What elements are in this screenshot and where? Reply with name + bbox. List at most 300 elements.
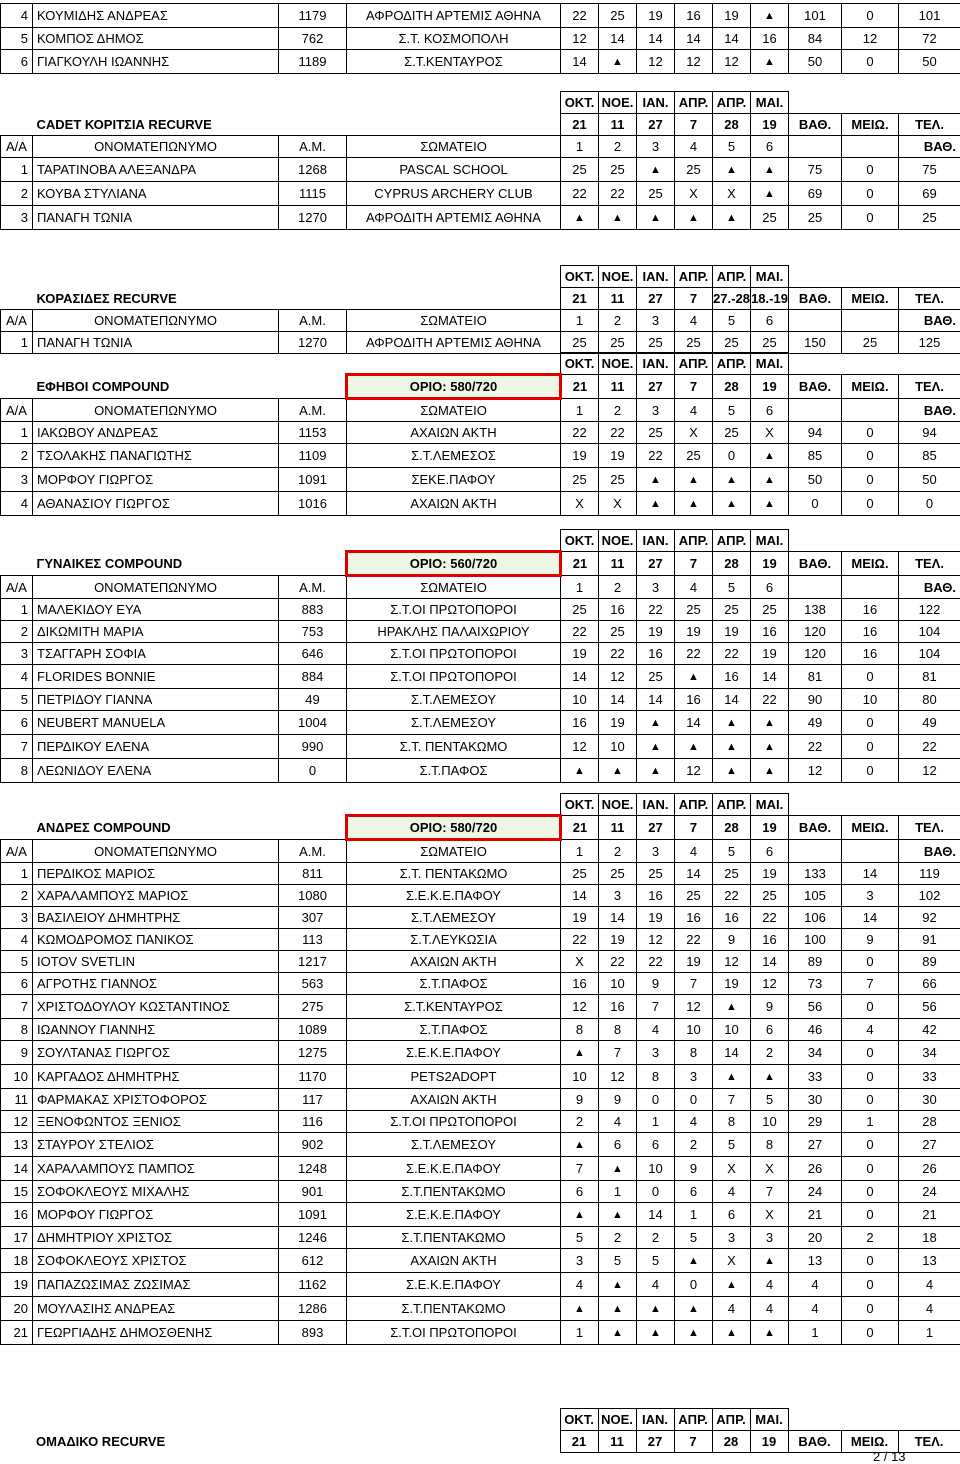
round-score-cell: 4 bbox=[675, 1111, 713, 1133]
round-score-cell: ▲ bbox=[637, 735, 675, 759]
member-id-cell: 753 bbox=[279, 621, 347, 643]
round-score-cell: 9 bbox=[751, 995, 789, 1019]
reduction-cell: 0 bbox=[842, 711, 899, 735]
member-id-cell: 113 bbox=[279, 929, 347, 951]
score-header: ΒΑΘ. bbox=[789, 552, 842, 576]
event-day: 11 bbox=[599, 288, 637, 310]
round-score-cell: ▲ bbox=[713, 1321, 751, 1345]
round-header: 6 bbox=[751, 310, 789, 332]
rank-cell: 7 bbox=[1, 735, 33, 759]
member-id-cell: 811 bbox=[279, 863, 347, 885]
score-cell: 69 bbox=[789, 182, 842, 206]
round-score-cell: 8 bbox=[675, 1041, 713, 1065]
round-score-cell: 16 bbox=[675, 907, 713, 929]
club-cell: ΑΦΡΟΔΙΤΗ ΑΡΤΕΜΙΣ ΑΘΗΝΑ bbox=[347, 206, 561, 230]
month-label: ΟΚΤ. bbox=[561, 266, 599, 288]
round-score-cell: 25 bbox=[637, 182, 675, 206]
round-score-cell: 14 bbox=[751, 665, 789, 689]
member-id-cell: 1091 bbox=[279, 1203, 347, 1227]
club-cell: Σ.Τ. ΠΕΝΤΑΚΩΜΟ bbox=[347, 863, 561, 885]
member-id-cell: 1153 bbox=[279, 422, 347, 444]
round-header: 2 bbox=[599, 840, 637, 863]
round-score-cell: 22 bbox=[637, 444, 675, 468]
round-score-cell: Χ bbox=[751, 1203, 789, 1227]
club-cell: CYPRUS ARCHERY CLUB bbox=[347, 182, 561, 206]
total-cell: 28 bbox=[899, 1111, 960, 1133]
spacer bbox=[789, 794, 960, 816]
round-score-cell: ▲ bbox=[751, 711, 789, 735]
round-score-cell: 22 bbox=[561, 621, 599, 643]
club-cell: Σ.Τ.ΛΕΜΕΣΟΥ bbox=[347, 1133, 561, 1157]
round-score-cell: 16 bbox=[561, 711, 599, 735]
club-cell: PASCAL SCHOOL bbox=[347, 158, 561, 182]
event-day: 7 bbox=[675, 114, 713, 136]
reduction-cell: 0 bbox=[842, 1089, 899, 1111]
event-day: 28 bbox=[713, 375, 751, 399]
column-header-row bbox=[1, 840, 960, 863]
total-cell: 104 bbox=[899, 643, 960, 665]
score-header: ΒΑΘ. bbox=[899, 310, 960, 332]
rank-cell: 3 bbox=[1, 907, 33, 929]
member-id-cell: 1217 bbox=[279, 951, 347, 973]
month-label: ΜΑΙ. bbox=[750, 1409, 788, 1431]
event-day: 27 bbox=[637, 375, 675, 399]
table-row bbox=[1, 182, 960, 206]
round-score-cell: 16 bbox=[751, 929, 789, 951]
athlete-name-cell: ΤΑΡΑΤΙΝΟΒΑ ΑΛΕΞΑΝΔΡΑ bbox=[33, 158, 279, 182]
total-cell: 26 bbox=[899, 1157, 960, 1181]
month-header-row bbox=[1, 794, 960, 816]
total-cell: 75 bbox=[899, 158, 960, 182]
event-day: 21 bbox=[561, 288, 599, 310]
member-id-cell: 1115 bbox=[279, 182, 347, 206]
score-header: ΒΑΘ. bbox=[789, 288, 842, 310]
round-score-cell: 10 bbox=[599, 973, 637, 995]
blank-header bbox=[789, 310, 842, 332]
round-score-cell: 6 bbox=[751, 1019, 789, 1041]
round-header: 1 bbox=[561, 576, 599, 599]
round-score-cell: ▲ bbox=[713, 468, 751, 492]
score-cell: 24 bbox=[789, 1181, 842, 1203]
round-score-cell: 12 bbox=[561, 735, 599, 759]
rank-cell: 4 bbox=[1, 665, 33, 689]
spacer bbox=[789, 530, 960, 552]
score-header: ΒΑΘ. bbox=[789, 816, 842, 840]
blank-header bbox=[789, 399, 842, 422]
round-score-cell: 12 bbox=[599, 665, 637, 689]
athlete-name-cell: ΛΕΩΝΙΔΟΥ ΕΛΕΝΑ bbox=[33, 759, 279, 783]
round-score-cell: ▲ bbox=[713, 158, 751, 182]
rank-cell: 6 bbox=[1, 711, 33, 735]
score-cell: 29 bbox=[789, 1111, 842, 1133]
round-score-cell: Χ bbox=[599, 492, 637, 516]
total-header: ΤΕΛ. bbox=[899, 288, 960, 310]
month-label: ΝΟΕ. bbox=[599, 92, 637, 114]
round-header: 3 bbox=[637, 399, 675, 422]
member-id-header: Α.Μ. bbox=[279, 310, 347, 332]
total-cell: 1 bbox=[899, 1321, 960, 1345]
rank-cell: 16 bbox=[1, 1203, 33, 1227]
reduction-header: ΜΕΙΩ. bbox=[841, 1431, 898, 1453]
reduction-header: ΜΕΙΩ. bbox=[842, 114, 899, 136]
club-cell: Σ.Τ.ΛΕΜΕΣΟΥ bbox=[347, 907, 561, 929]
round-score-cell: ▲ bbox=[637, 759, 675, 783]
round-score-cell: 19 bbox=[751, 643, 789, 665]
round-score-cell: 25 bbox=[751, 885, 789, 907]
round-score-cell: 14 bbox=[637, 28, 675, 50]
score-cell: 120 bbox=[789, 643, 842, 665]
round-score-cell: 19 bbox=[713, 4, 751, 28]
member-id-cell: 893 bbox=[279, 1321, 347, 1345]
category-title-row bbox=[1, 114, 960, 136]
round-score-cell: 25 bbox=[675, 885, 713, 907]
event-day: 27 bbox=[637, 288, 675, 310]
round-score-cell: 22 bbox=[751, 689, 789, 711]
round-score-cell: ▲ bbox=[713, 995, 751, 1019]
total-cell: 21 bbox=[899, 1203, 960, 1227]
round-score-cell: 16 bbox=[599, 995, 637, 1019]
club-cell: Σ.Τ.ΠΕΝΤΑΚΩΜΟ bbox=[347, 1297, 561, 1321]
round-score-cell: 22 bbox=[599, 422, 637, 444]
athlete-name-cell: FLORIDES BONNIE bbox=[33, 665, 279, 689]
total-cell: 50 bbox=[899, 50, 960, 74]
rank-cell: 11 bbox=[1, 1089, 33, 1111]
spacer bbox=[1, 353, 561, 375]
score-cell: 73 bbox=[789, 973, 842, 995]
athlete-name-cell: ΠΕΡΔΙΚΟΥ ΕΛΕΝΑ bbox=[33, 735, 279, 759]
month-label: ΙΑΝ. bbox=[636, 1409, 674, 1431]
round-score-cell: 12 bbox=[561, 28, 599, 50]
table-row bbox=[1, 28, 960, 50]
member-id-cell: 1286 bbox=[279, 1297, 347, 1321]
table-row bbox=[1, 1181, 960, 1203]
blank-header bbox=[842, 576, 899, 599]
athlete-name-cell: ΧΡΙΣΤΟΔΟΥΛΟΥ ΚΩΣΤΑΝΤΙΝΟΣ bbox=[33, 995, 279, 1019]
round-score-cell: 2 bbox=[637, 1227, 675, 1249]
score-cell: 26 bbox=[789, 1157, 842, 1181]
round-header: 4 bbox=[675, 840, 713, 863]
month-label: ΑΠΡ. bbox=[674, 1409, 712, 1431]
round-score-cell: 2 bbox=[675, 1133, 713, 1157]
round-score-cell: 19 bbox=[599, 711, 637, 735]
table-row bbox=[1, 929, 960, 951]
round-score-cell: 8 bbox=[561, 1019, 599, 1041]
round-header: 1 bbox=[561, 310, 599, 332]
round-score-cell: ▲ bbox=[675, 468, 713, 492]
round-score-cell: 25 bbox=[713, 863, 751, 885]
round-score-cell: ▲ bbox=[637, 158, 675, 182]
table-row bbox=[1, 158, 960, 182]
round-score-cell: 5 bbox=[713, 1133, 751, 1157]
round-score-cell: 10 bbox=[713, 1019, 751, 1041]
blank-header bbox=[789, 840, 842, 863]
round-score-cell: 4 bbox=[599, 1111, 637, 1133]
round-score-cell: 4 bbox=[713, 1181, 751, 1203]
round-header: 1 bbox=[561, 840, 599, 863]
spacer bbox=[789, 92, 960, 114]
aa-header: Α/Α bbox=[1, 136, 33, 158]
round-score-cell: Χ bbox=[751, 422, 789, 444]
event-day: 18.-19 bbox=[751, 288, 789, 310]
reduction-cell: 0 bbox=[842, 1181, 899, 1203]
round-score-cell: ▲ bbox=[637, 1321, 675, 1345]
rank-cell: 9 bbox=[1, 1041, 33, 1065]
event-day: 11 bbox=[599, 816, 637, 840]
round-score-cell: 3 bbox=[675, 1065, 713, 1089]
round-score-cell: 5 bbox=[637, 1249, 675, 1273]
round-header: 3 bbox=[637, 310, 675, 332]
athlete-name-cell: ΜΟΡΦΟΥ ΓΙΩΡΓΟΣ bbox=[33, 468, 279, 492]
member-id-cell: 1170 bbox=[279, 1065, 347, 1089]
athlete-name-cell: ΠΑΝΑΓΗ ΤΩΝΙΑ bbox=[33, 206, 279, 230]
total-header: ΤΕΛ. bbox=[899, 552, 960, 576]
score-cell: 105 bbox=[789, 885, 842, 907]
athlete-name-cell: ΣΟΦΟΚΛΕΟΥΣ ΧΡΙΣΤΟΣ bbox=[33, 1249, 279, 1273]
score-cell: 49 bbox=[789, 711, 842, 735]
event-day: 19 bbox=[751, 114, 789, 136]
round-score-cell: 25 bbox=[599, 332, 637, 354]
round-score-cell: 25 bbox=[713, 422, 751, 444]
total-cell: 27 bbox=[899, 1133, 960, 1157]
reduction-cell: 0 bbox=[842, 158, 899, 182]
round-score-cell: 10 bbox=[751, 1111, 789, 1133]
table-row bbox=[1, 468, 960, 492]
round-score-cell: ▲ bbox=[561, 759, 599, 783]
table-row bbox=[1, 332, 960, 354]
total-header: ΤΕΛ. bbox=[898, 1431, 960, 1453]
score-cell: 100 bbox=[789, 929, 842, 951]
round-score-cell: 19 bbox=[637, 4, 675, 28]
round-score-cell: 2 bbox=[561, 1111, 599, 1133]
club-header: ΣΩΜΑΤΕΙΟ bbox=[347, 576, 561, 599]
event-day: 28 bbox=[713, 114, 751, 136]
athlete-name-cell: ΔΗΜΗΤΡΙΟΥ ΧΡΙΣΤΟΣ bbox=[33, 1227, 279, 1249]
score-cell: 33 bbox=[789, 1065, 842, 1089]
reduction-cell: 0 bbox=[842, 951, 899, 973]
event-day: 28 bbox=[712, 1431, 750, 1453]
round-score-cell: ▲ bbox=[675, 735, 713, 759]
total-cell: 25 bbox=[899, 206, 960, 230]
event-day: 11 bbox=[599, 114, 637, 136]
round-score-cell: 16 bbox=[561, 973, 599, 995]
athlete-name-cell: ΔΙΚΩΜΙΤΗ ΜΑΡΙΑ bbox=[33, 621, 279, 643]
rank-cell: 10 bbox=[1, 1065, 33, 1089]
round-header: 3 bbox=[637, 840, 675, 863]
table-row bbox=[1, 735, 960, 759]
athlete-name-cell: ΠΑΠΑΖΩΣΙΜΑΣ ΖΩΣΙΜΑΣ bbox=[33, 1273, 279, 1297]
round-score-cell: 19 bbox=[675, 621, 713, 643]
round-score-cell: 9 bbox=[561, 1089, 599, 1111]
score-limit-box: ΟΡΙΟ: 580/720 bbox=[347, 816, 561, 840]
round-score-cell: 25 bbox=[675, 332, 713, 354]
round-score-cell: 25 bbox=[713, 599, 751, 621]
round-score-cell: ▲ bbox=[599, 206, 637, 230]
round-header: 2 bbox=[599, 576, 637, 599]
member-id-cell: 275 bbox=[279, 995, 347, 1019]
rank-cell: 17 bbox=[1, 1227, 33, 1249]
rank-cell: 19 bbox=[1, 1273, 33, 1297]
reduction-cell: 0 bbox=[842, 1249, 899, 1273]
round-score-cell: ▲ bbox=[599, 1203, 637, 1227]
member-id-cell: 116 bbox=[279, 1111, 347, 1133]
reduction-cell: 0 bbox=[842, 492, 899, 516]
round-score-cell: 10 bbox=[675, 1019, 713, 1041]
score-cell: 34 bbox=[789, 1041, 842, 1065]
round-score-cell: ▲ bbox=[751, 735, 789, 759]
round-score-cell: Χ bbox=[561, 492, 599, 516]
round-score-cell: ▲ bbox=[561, 1041, 599, 1065]
round-header: 3 bbox=[637, 576, 675, 599]
total-cell: 50 bbox=[899, 468, 960, 492]
round-score-cell: 16 bbox=[675, 689, 713, 711]
name-header: ΟΝΟΜΑΤΕΠΩΝΥΜΟ bbox=[33, 576, 279, 599]
round-score-cell: 19 bbox=[751, 863, 789, 885]
member-id-cell: 901 bbox=[279, 1181, 347, 1203]
total-cell: 94 bbox=[899, 422, 960, 444]
rank-cell: 1 bbox=[1, 863, 33, 885]
rank-cell: 6 bbox=[1, 973, 33, 995]
member-id-cell: 1270 bbox=[279, 332, 347, 354]
round-score-cell: 12 bbox=[713, 951, 751, 973]
spacer bbox=[347, 114, 561, 136]
score-cell: 85 bbox=[789, 444, 842, 468]
round-score-cell: 4 bbox=[751, 1297, 789, 1321]
score-header: ΒΑΘ. bbox=[789, 375, 842, 399]
event-day: 28 bbox=[713, 816, 751, 840]
total-header: ΤΕΛ. bbox=[899, 114, 960, 136]
rank-cell: 13 bbox=[1, 1133, 33, 1157]
table-row bbox=[1, 1203, 960, 1227]
round-score-cell: 7 bbox=[599, 1041, 637, 1065]
round-score-cell: 19 bbox=[637, 621, 675, 643]
score-cell: 138 bbox=[789, 599, 842, 621]
score-limit-box: ΟΡΙΟ: 560/720 bbox=[347, 552, 561, 576]
round-score-cell: ▲ bbox=[637, 711, 675, 735]
round-score-cell: ▲ bbox=[599, 1297, 637, 1321]
event-day: 11 bbox=[599, 552, 637, 576]
score-cell: 50 bbox=[789, 50, 842, 74]
member-id-cell: 884 bbox=[279, 665, 347, 689]
blank-header bbox=[842, 136, 899, 158]
round-score-cell: 22 bbox=[561, 422, 599, 444]
round-score-cell: 12 bbox=[637, 929, 675, 951]
total-cell: 125 bbox=[899, 332, 960, 354]
round-score-cell: 16 bbox=[751, 28, 789, 50]
round-score-cell: 22 bbox=[599, 951, 637, 973]
athlete-name-cell: IOTOV SVETLIN bbox=[33, 951, 279, 973]
event-day: 27 bbox=[637, 816, 675, 840]
rank-cell: 12 bbox=[1, 1111, 33, 1133]
blank-header bbox=[842, 310, 899, 332]
rank-cell: 8 bbox=[1, 1019, 33, 1041]
round-score-cell: 14 bbox=[599, 689, 637, 711]
member-id-cell: 1275 bbox=[279, 1041, 347, 1065]
athlete-name-cell: ΚΟΥΜΙΔΗΣ ΑΝΔΡΕΑΣ bbox=[33, 4, 279, 28]
score-cell: 13 bbox=[789, 1249, 842, 1273]
rank-cell: 21 bbox=[1, 1321, 33, 1345]
table-row bbox=[1, 1249, 960, 1273]
reduction-cell: 10 bbox=[842, 689, 899, 711]
month-label: ΜΑΙ. bbox=[751, 794, 789, 816]
table-row bbox=[1, 689, 960, 711]
total-cell: 4 bbox=[899, 1273, 960, 1297]
athlete-name-cell: ΒΑΣΙΛΕΙΟΥ ΔΗΜΗΤΡΗΣ bbox=[33, 907, 279, 929]
round-header: 4 bbox=[675, 399, 713, 422]
round-score-cell: 25 bbox=[637, 863, 675, 885]
club-header: ΣΩΜΑΤΕΙΟ bbox=[347, 136, 561, 158]
round-score-cell: ▲ bbox=[675, 492, 713, 516]
blank-header bbox=[842, 840, 899, 863]
table-row bbox=[1, 599, 960, 621]
round-score-cell: 25 bbox=[675, 599, 713, 621]
score-cell: 89 bbox=[789, 951, 842, 973]
month-label: ΜΑΙ. bbox=[751, 266, 789, 288]
reduction-cell: 0 bbox=[842, 444, 899, 468]
round-score-cell: ▲ bbox=[599, 50, 637, 74]
athlete-name-cell: ΚΩΜΟΔΡΟΜΟΣ ΠΑΝΙΚΟΣ bbox=[33, 929, 279, 951]
round-score-cell: 19 bbox=[599, 929, 637, 951]
round-score-cell: 22 bbox=[599, 643, 637, 665]
score-cell: 1 bbox=[789, 1321, 842, 1345]
month-label: ΑΠΡ. bbox=[675, 353, 713, 375]
rank-cell: 5 bbox=[1, 951, 33, 973]
round-score-cell: 8 bbox=[751, 1133, 789, 1157]
round-score-cell: 14 bbox=[599, 907, 637, 929]
round-score-cell: 14 bbox=[561, 50, 599, 74]
table-row bbox=[1, 1321, 960, 1345]
club-cell: ΑΦΡΟΔΙΤΗ ΑΡΤΕΜΙΣ ΑΘΗΝΑ bbox=[347, 332, 561, 354]
reduction-cell: 0 bbox=[842, 1041, 899, 1065]
round-score-cell: 22 bbox=[675, 643, 713, 665]
score-cell: 75 bbox=[789, 158, 842, 182]
round-score-cell: 25 bbox=[561, 863, 599, 885]
round-score-cell: 1 bbox=[561, 1321, 599, 1345]
category-results-table bbox=[0, 793, 960, 1345]
month-label: ΟΚΤ. bbox=[561, 530, 599, 552]
table-row bbox=[1, 1041, 960, 1065]
rank-cell: 2 bbox=[1, 621, 33, 643]
athlete-name-cell: ΚΟΜΠΟΣ ΔΗΜΟΣ bbox=[33, 28, 279, 50]
month-label: ΙΑΝ. bbox=[637, 92, 675, 114]
month-label: ΑΠΡ. bbox=[675, 794, 713, 816]
club-cell: Σ.Ε.Κ.Ε.ΠΑΦΟΥ bbox=[347, 1157, 561, 1181]
event-day: 27 bbox=[636, 1431, 674, 1453]
total-cell: 80 bbox=[899, 689, 960, 711]
round-score-cell: ▲ bbox=[751, 492, 789, 516]
round-header: 5 bbox=[713, 840, 751, 863]
table-row bbox=[1, 206, 960, 230]
event-day: 7 bbox=[675, 816, 713, 840]
round-score-cell: 22 bbox=[637, 951, 675, 973]
table-row bbox=[1, 907, 960, 929]
month-label: ΑΠΡ. bbox=[713, 353, 751, 375]
rank-cell: 4 bbox=[1, 492, 33, 516]
round-score-cell: ▲ bbox=[675, 1321, 713, 1345]
column-header-row bbox=[1, 136, 960, 158]
event-day: 27 bbox=[637, 552, 675, 576]
table-row bbox=[1, 995, 960, 1019]
round-score-cell: ▲ bbox=[751, 50, 789, 74]
month-header-row bbox=[1, 353, 960, 375]
round-score-cell: Χ bbox=[713, 1157, 751, 1181]
club-cell: Σ.Ε.Κ.Ε.ΠΑΦΟΥ bbox=[347, 1203, 561, 1227]
round-score-cell: 25 bbox=[751, 332, 789, 354]
round-score-cell: 5 bbox=[561, 1227, 599, 1249]
name-header: ΟΝΟΜΑΤΕΠΩΝΥΜΟ bbox=[33, 840, 279, 863]
round-score-cell: 14 bbox=[675, 863, 713, 885]
category-results-table bbox=[0, 91, 960, 230]
round-score-cell: 6 bbox=[675, 1181, 713, 1203]
